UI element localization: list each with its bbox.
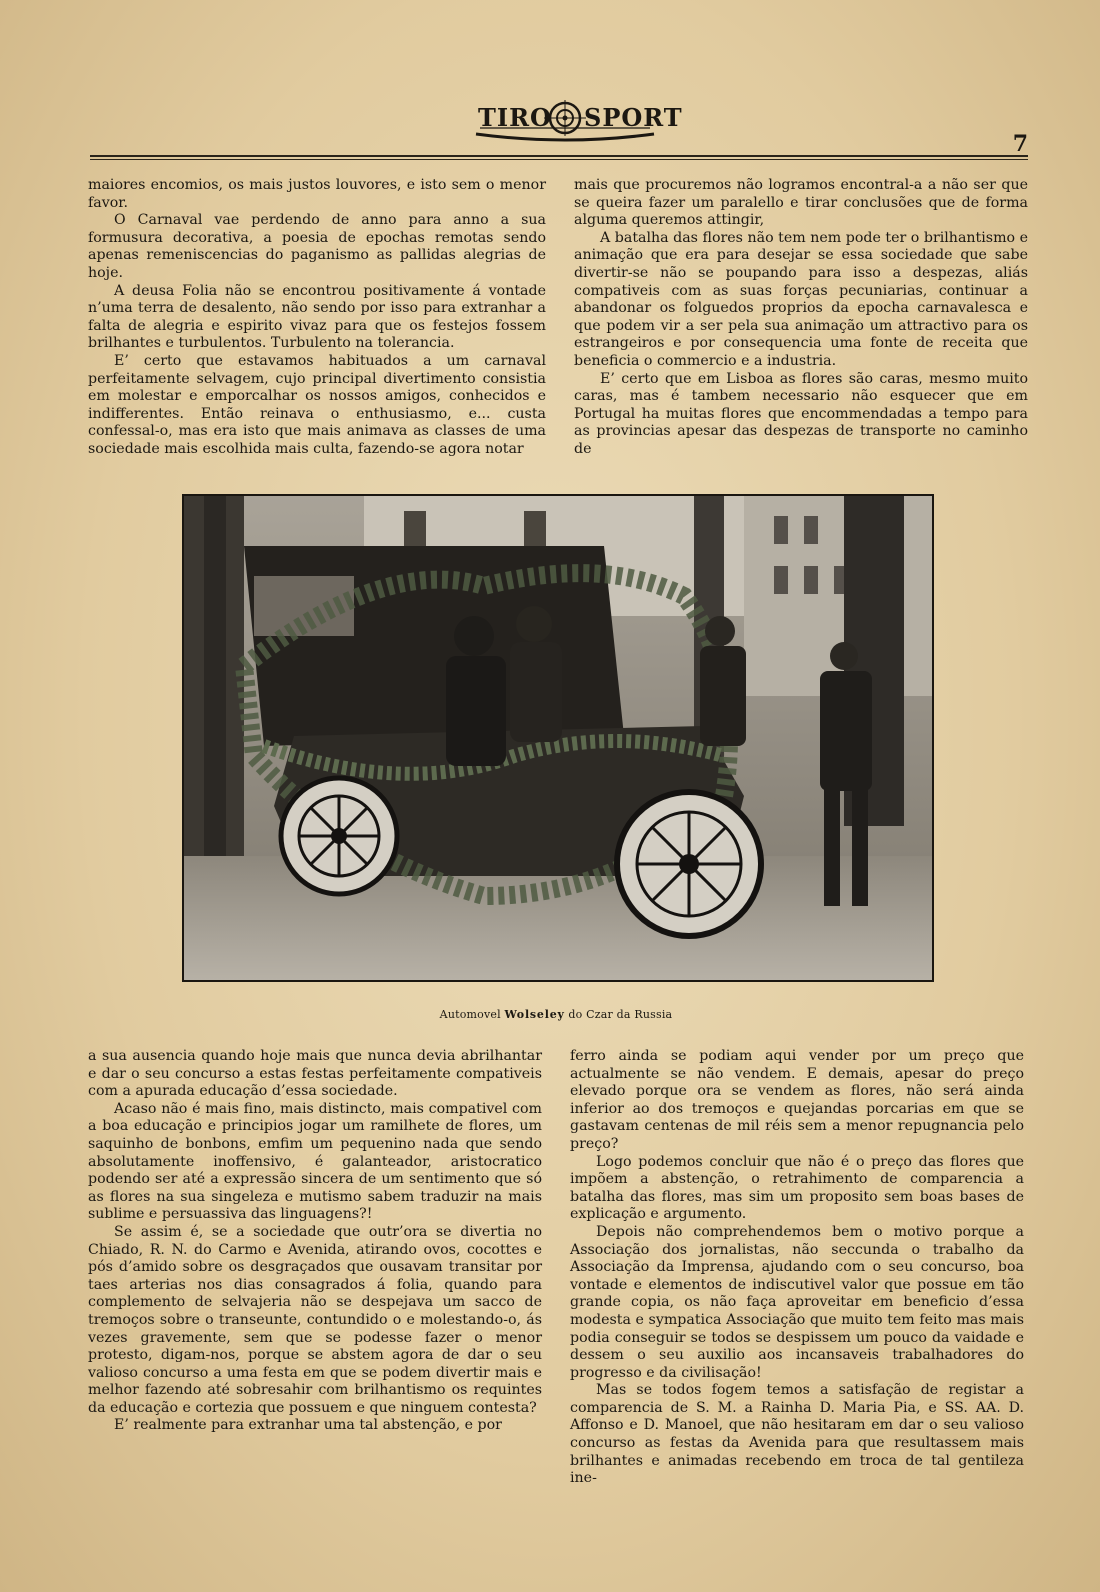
paragraph: O Carnaval vae perdendo de anno para anno a sua formusura decorativa, a poesia de epochas remotas sendo apenas remeniscencias do paganismo as pallidas alegrias de hoje. — [88, 212, 546, 281]
paragraph: Mas se todos fogem temos a satisfação de registar a comparencia de S. M. a Rainha D. Maria Pia, e SS. AA. D. Affonso e D. Manoel, que não hesitaram em dar o seu valioso concurso as festas da Avenida para que resultassem mais brilhantes e animadas recebendo em troca de tal gentileza ine- — [570, 1382, 1024, 1487]
svg-text:SPORT: SPORT — [584, 103, 683, 132]
caption-prefix: Automovel — [439, 1008, 501, 1021]
automobile-photograph — [182, 494, 934, 982]
paragraph: A deusa Folia não se encontrou positivamente á vontade n’uma terra de desalento, não sendo por isso para extranhar a falta de alegria e espirito vivaz para que os festejos fossem brilhantes e turbulentos. Turbulento na tolerancia. — [88, 282, 546, 352]
paragraph: Depois não comprehendemos bem o motivo porque a Associação dos jornalistas, não seccunda o trabalho da Associação da Imprensa, ajudando com o seu concurso, boa vontade e elementos de indiscutivel valor que possue em tão grande copia, os não faça aproveitar em beneficio d’essa modesta e sympatica Associação que muito tem feito mas mais podia conseguir se todos se despissem um pouco da vaidade e dessem o seu auxilio aos incansaveis trabalhadores do progresso e da civilisação! — [570, 1223, 1024, 1381]
paragraph: ferro ainda se podiam aqui vender por um preço que actualmente se não vendem. E demais, apesar do preço elevado porque ora se vendem as flores, não será ainda inferior ao dos tremoços e quejandas porcarias em que se gastavam centenas de mil réis sem a menor repugnancia pelo preço? — [570, 1048, 1024, 1152]
paragraph: a sua ausencia quando hoje mais que nunca devia abrilhantar e dar o seu concurso a estas festas perfeitamente compativeis com a apurada educação d’essa sociedade. — [88, 1048, 542, 1100]
photo-car-icon — [184, 496, 932, 980]
article-column-top-right — [574, 177, 1028, 459]
paragraph: E’ realmente para extranhar uma tal abstenção, e por — [114, 1417, 502, 1434]
article-column-top-left — [88, 177, 546, 459]
masthead-logo — [470, 96, 683, 142]
article-column-bottom-right — [570, 1048, 1024, 1488]
paragraph: maiores encomios, os mais justos louvores, e isto sem o menor favor. — [88, 177, 546, 211]
paragraph: E’ certo que em Lisboa as flores são caras, mesmo muito caras, mas é tambem necessario não esquecer que em Portugal ha muitas flores que encommendadas a tempo para as provincias apesar das despezas de transporte no caminho de — [574, 370, 1028, 457]
paragraph: E’ certo que estavamos habituados a um carnaval perfeitamente selvagem, cujo principal divertimento consistia em molestar e emporcalhar os nossos amigos, conhecidos e indifferentes. Então reinava o enthusiasmo, e... custa confessal-o, mas era isto que mais animava as classes de uma sociedade mais escolhida mais culta, fazendo-se agora notar — [88, 352, 546, 457]
article-column-bottom-left — [88, 1048, 542, 1435]
paragraph: Acaso não é mais fino, mais distincto, mais compativel com a boa educação e principios jogar um ramilhete de flores, um saquinho de bonbons, emfim um pequenino nada que sendo absolutamente inoffensivo, é galanteador, aristocratico podendo ser até a expressão sincera de um sentimento que só as flores na sua singeleza e mutismo sabem traduzir na mais sublime e persuassiva das linguagens?! — [88, 1100, 542, 1223]
caption-brand: Wolseley — [504, 1008, 565, 1021]
photo-caption — [182, 1008, 930, 1021]
masthead-emblem-icon — [470, 96, 683, 142]
paragraph: mais que procuremos não logramos encontral-a a não ser que se queira fazer um paralello e tirar conclusões que de forma alguma queremos attingir, — [574, 177, 1028, 229]
paragraph: Logo podemos concluir que não é o preço das flores que impõem a abstenção, o retrahimento de comparencia a batalha das flores, mas sim um proposito sem boas bases de explicação e argumento. — [570, 1153, 1024, 1223]
paragraph: Se assim é, se a sociedade que outr’ora se divertia no Chiado, R. N. do Carmo e Avenida, atirando ovos, cocottes e pós d’amido sobre os desgraçados que ousavam transitar por taes arterias nos dias consagrados á folia, quando para complemento de selvajeria não se despejava um sacco de tremoços sobre o transeunte, contundido o e molestando-o, ás vezes gravemente, sem que se podesse fazer o menor protesto, digam-nos, porque se abstem agora de dar o seu valioso concurso a uma festa em que se podem divertir mais e melhor fazendo até sobresahir com brilhantismo os requintes da educação e cortezia que possuem e que ninguem contesta? — [88, 1223, 542, 1416]
header-rule — [90, 155, 1028, 160]
svg-text:TIRO: TIRO — [478, 103, 552, 132]
caption-suffix: do Czar da Russia — [568, 1008, 673, 1021]
page-number: 7 — [1012, 131, 1028, 157]
paragraph: A batalha das flores não tem nem pode ter o brilhantismo e animação que era para desejar se essa sociedade que sabe divertir-se não se poupando para isso a despezas, aliás compativeis com as suas forças pecuniarias, continuar a abandonar os folguedos proprios da epocha carnavalesca e que podem vir a ser pela sua animação um attractivo para os estrangeiros e por consequencia uma fonte de receita que beneficia o commercio e a industria. — [574, 229, 1028, 369]
